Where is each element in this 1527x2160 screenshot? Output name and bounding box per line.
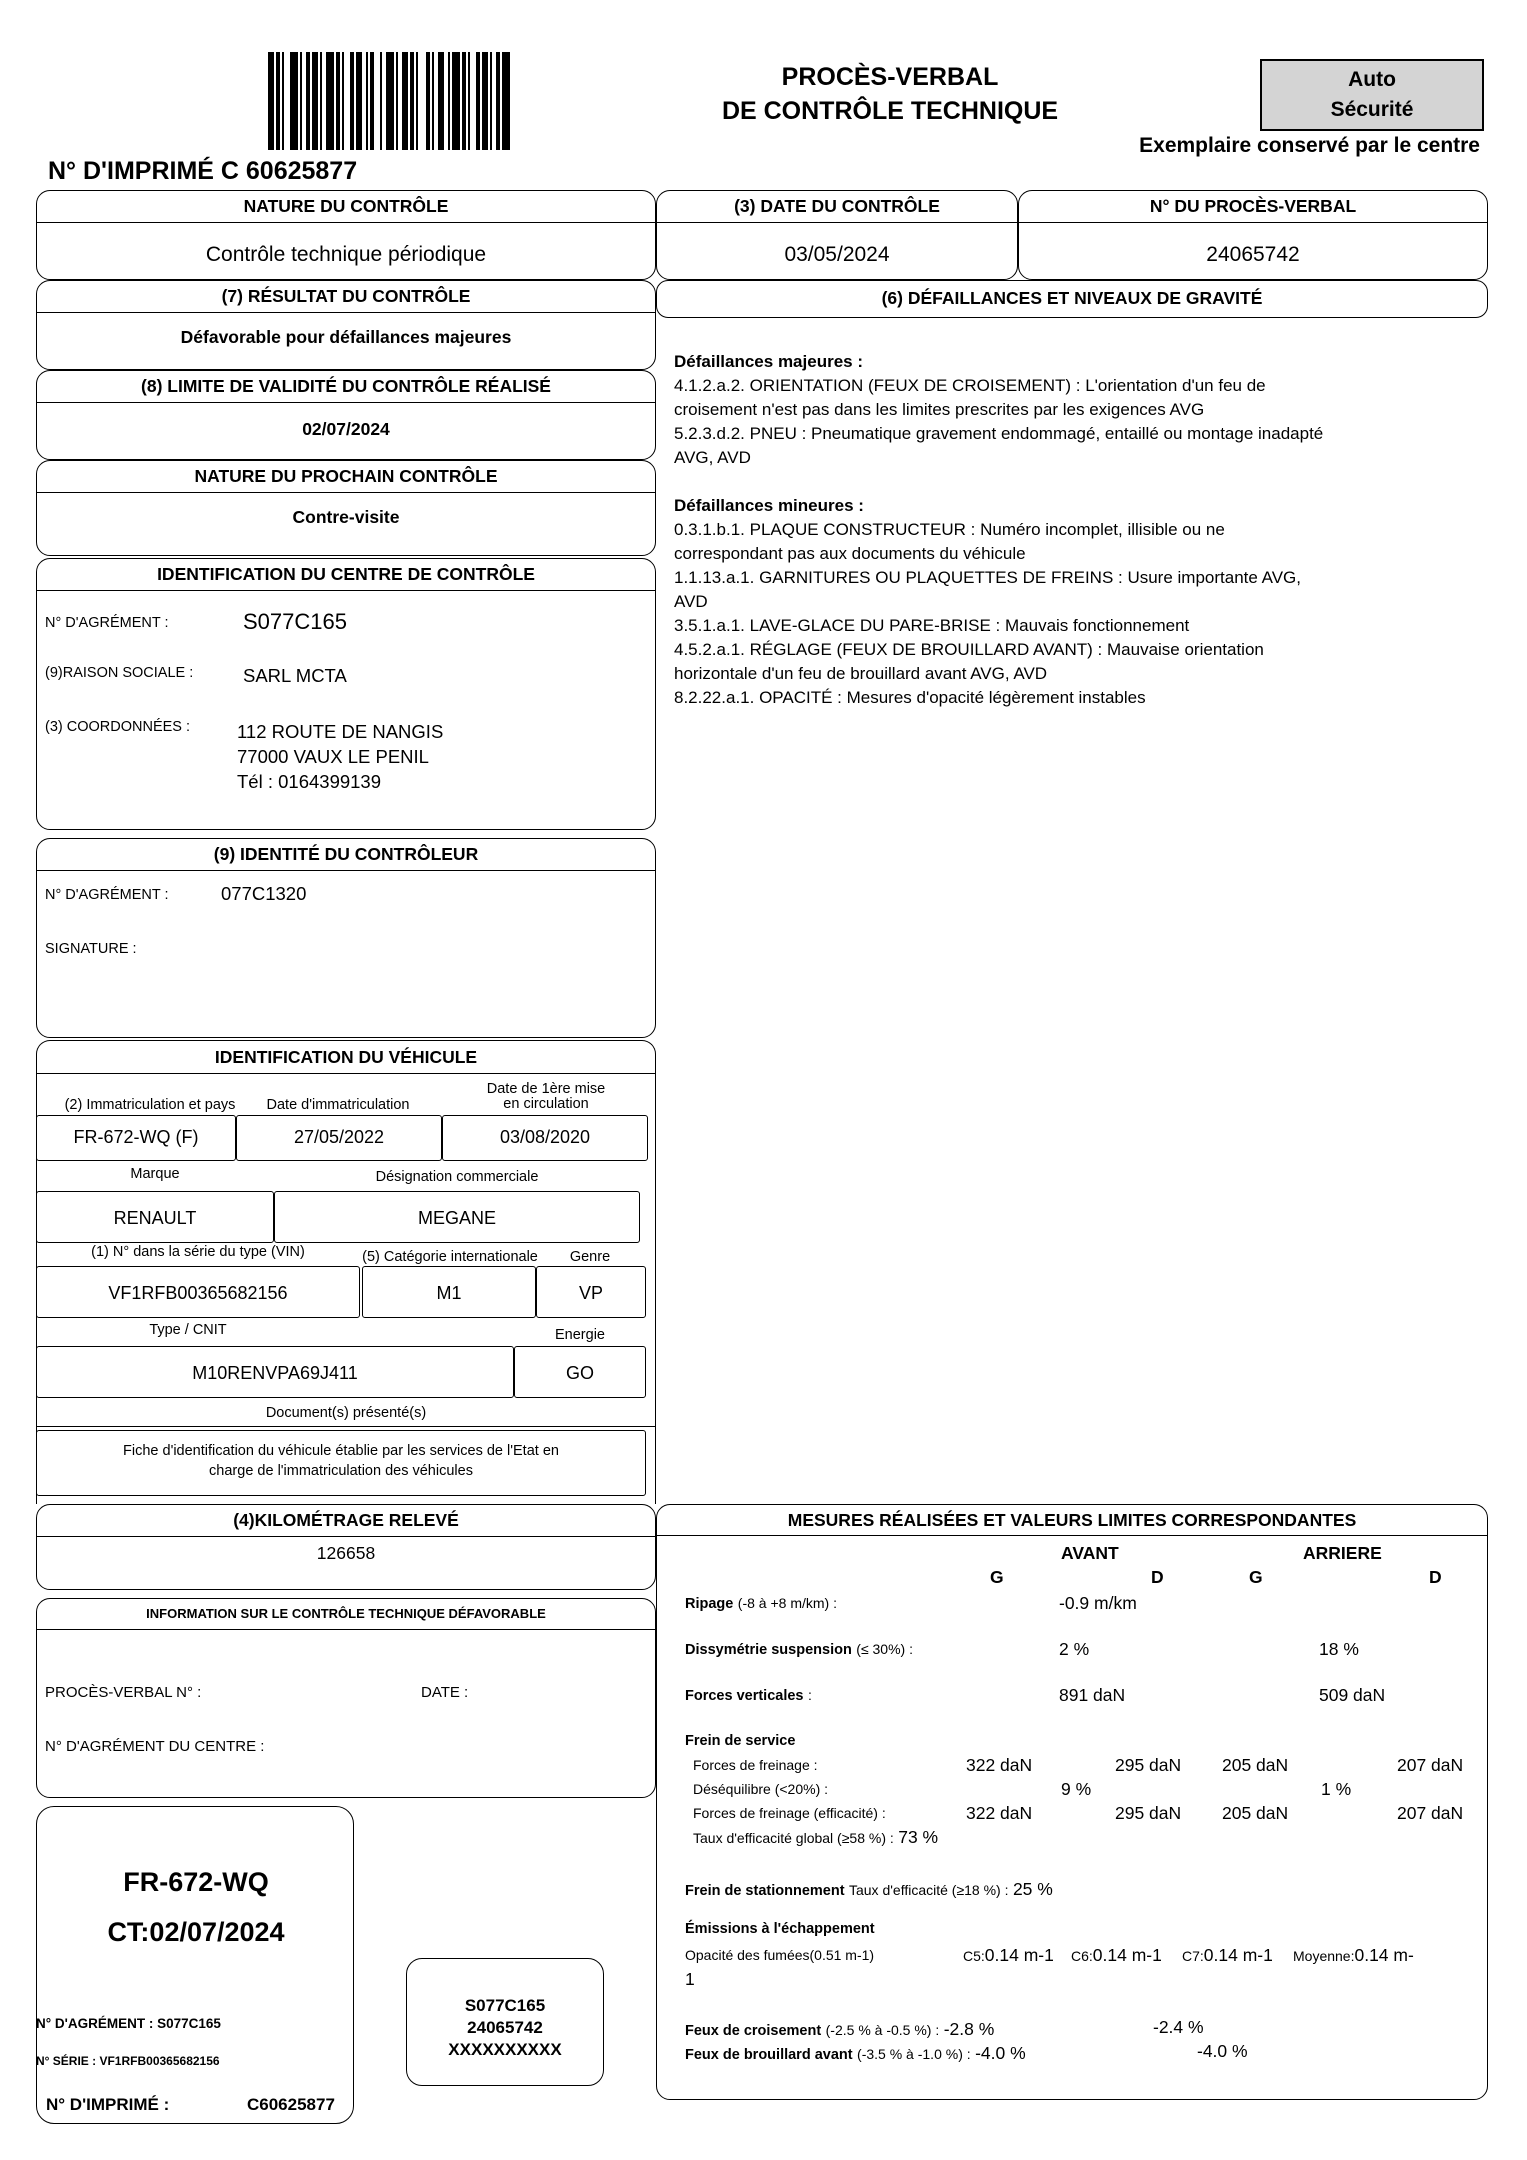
barcode-bar xyxy=(342,52,344,150)
freinage-avg: 322 daN xyxy=(966,1755,1033,1775)
energie-value: GO xyxy=(514,1346,646,1398)
info-date-label: DATE : xyxy=(421,1684,469,1701)
barcode-bar xyxy=(396,52,398,150)
barcode-bar xyxy=(320,52,322,150)
date-mec-label xyxy=(444,1082,648,1112)
energie-label: Energie xyxy=(555,1327,605,1343)
barcode-bar xyxy=(410,52,414,150)
barcode-bar xyxy=(496,52,500,150)
barcode-bar xyxy=(476,52,480,150)
nature-controle-label: NATURE DU CONTRÔLE xyxy=(37,191,655,223)
stamp-code: XXXXXXXXXX xyxy=(448,2040,562,2059)
date-immat-label: Date d'immatriculation xyxy=(266,1097,410,1113)
centre-coord-line-1: 112 ROUTE DE NANGIS xyxy=(237,721,444,742)
marque-value: RENAULT xyxy=(36,1191,274,1243)
categorie-value: M1 xyxy=(362,1266,536,1318)
c5-measure xyxy=(963,1945,1054,1966)
vin-label: (1) N° dans la série du type (VIN) xyxy=(91,1244,305,1260)
dissym-avant: 2 % xyxy=(1059,1639,1090,1659)
ripage-row xyxy=(685,1595,837,1613)
barcode-bar xyxy=(490,52,492,150)
prochain-controle-box xyxy=(36,460,656,556)
forces-verticales-avant: 891 daN xyxy=(1059,1685,1126,1705)
avant-g-header: G xyxy=(990,1567,1004,1587)
majeure-line: 5.2.3.d.2. PNEU : Pneumatique gravement endommagé, entaillé ou montage inadapté xyxy=(674,424,1324,443)
croisement-row xyxy=(685,2019,994,2040)
efficacite-ard: 207 daN xyxy=(1397,1803,1464,1823)
centre-raison-label: (9)RAISON SOCIALE : xyxy=(45,665,194,681)
barcode-bar xyxy=(312,52,318,150)
forces-verticales-row xyxy=(685,1687,812,1705)
avant-d-header: D xyxy=(1151,1567,1164,1587)
stationnement-value: 25 % xyxy=(1012,1879,1053,1899)
logo-line-1: Auto xyxy=(1348,68,1396,91)
desequilibre-avant: 9 % xyxy=(1061,1779,1092,1799)
opacite-label: Opacité des fumées(0.51 m-1) xyxy=(685,1947,875,1963)
majeures-title: Défaillances majeures : xyxy=(674,352,863,371)
sticker-imprime-label: N° D'IMPRIMÉ : xyxy=(46,2095,170,2114)
forces-verticales-colon: : xyxy=(807,1687,812,1703)
mineure-line: AVD xyxy=(674,592,708,611)
c6-value: 0.14 m-1 xyxy=(1092,1945,1162,1965)
auto-securite-logo xyxy=(1260,59,1484,131)
sticker-serie: N° SÉRIE : VF1RFB00365682156 xyxy=(36,2054,220,2068)
centre-coord-address xyxy=(237,719,443,794)
c7-value: 0.14 m-1 xyxy=(1203,1945,1273,1965)
mineure-line: 3.5.1.a.1. LAVE-GLACE DU PARE-BRISE : Mauvais fonctionnement xyxy=(674,616,1190,635)
date-controle-label: (3) DATE DU CONTRÔLE xyxy=(657,191,1017,223)
mineure-line: horizontale d'un feu de brouillard avant AVG, AVD xyxy=(674,664,1048,683)
date-controle-box xyxy=(656,190,1018,280)
majeure-line: AVG, AVD xyxy=(674,448,751,467)
barcode xyxy=(268,52,516,150)
brouillard-gauche: -4.0 % xyxy=(975,2043,1026,2063)
forces-verticales-arriere: 509 daN xyxy=(1319,1685,1386,1705)
barcode-bar xyxy=(366,52,368,150)
sticker-ct-date: CT:02/07/2024 xyxy=(107,1917,285,1947)
centre-agrement-label: N° D'AGRÉMENT : xyxy=(45,615,169,631)
barcode-bar xyxy=(282,52,284,150)
croisement-gauche: -2.8 % xyxy=(943,2019,995,2039)
dissym-row xyxy=(685,1641,913,1659)
stamp-pv: 24065742 xyxy=(467,2018,543,2037)
documents-value xyxy=(36,1430,646,1496)
limite-validite-value: 02/07/2024 xyxy=(302,419,390,439)
barcode-bar xyxy=(402,52,408,150)
immat-label: (2) Immatriculation et pays xyxy=(64,1097,236,1113)
taux-global-value: 73 % xyxy=(898,1827,939,1847)
documents-line-2: charge de l'immatriculation des véhicules xyxy=(209,1463,473,1479)
exemplaire-note: Exemplaire conservé par le centre xyxy=(1139,134,1480,157)
barcode-bar xyxy=(502,52,510,150)
barcode-bar xyxy=(290,52,298,150)
title-line-2: DE CONTRÔLE TECHNIQUE xyxy=(721,97,1059,125)
limite-validite-box xyxy=(36,370,656,460)
barcode-bar xyxy=(426,52,430,150)
categorie-label: (5) Catégorie internationale xyxy=(362,1249,538,1265)
dissym-label: Dissymétrie suspension xyxy=(685,1642,852,1658)
efficacite-arg: 205 daN xyxy=(1222,1803,1289,1823)
prochain-controle-value: Contre-visite xyxy=(292,507,400,527)
date-mec-label-line-2: en circulation xyxy=(503,1096,589,1112)
designation-value: MEGANE xyxy=(274,1191,640,1243)
marque-label: Marque xyxy=(130,1166,180,1182)
page-title xyxy=(680,60,1100,128)
date-mec-value: 03/08/2020 xyxy=(442,1115,648,1161)
mineure-line: 1.1.13.a.1. GARNITURES OU PLAQUETTES DE FREINS : Usure importante AVG, xyxy=(674,568,1301,587)
barcode-bar xyxy=(416,52,418,150)
info-agrement-label: N° D'AGRÉMENT DU CENTRE : xyxy=(45,1738,265,1755)
sticker-plate: FR-672-WQ xyxy=(123,1867,269,1897)
freinage-arg: 205 daN xyxy=(1222,1755,1289,1775)
vehicule-label: IDENTIFICATION DU VÉHICULE xyxy=(37,1041,655,1074)
barcode-bar xyxy=(306,52,310,150)
brouillard-droite: -4.0 % xyxy=(1197,2041,1248,2061)
stationnement-label: Frein de stationnement xyxy=(685,1883,845,1899)
efficacite-avd: 295 daN xyxy=(1115,1803,1182,1823)
resultat-label: (7) RÉSULTAT DU CONTRÔLE xyxy=(37,281,655,313)
signature-label: SIGNATURE : xyxy=(45,941,137,957)
type-label: Type / CNIT xyxy=(149,1322,227,1338)
croisement-droite: -2.4 % xyxy=(1153,2017,1204,2037)
freinage-label: Forces de freinage : xyxy=(693,1757,818,1773)
arriere-g-header: G xyxy=(1249,1567,1263,1587)
stationnement-row xyxy=(685,1879,1053,1900)
barcode-bar xyxy=(350,52,354,150)
pv-number-label: N° DU PROCÈS-VERBAL xyxy=(1019,191,1487,223)
barcode-bar xyxy=(300,52,302,150)
barcode-bar xyxy=(326,52,334,150)
mineures-title: Défaillances mineures : xyxy=(674,496,864,515)
defaillances-list xyxy=(674,350,1464,710)
imprime-number: N° D'IMPRIMÉ C 60625877 xyxy=(48,157,358,185)
c7-measure xyxy=(1182,1945,1273,1966)
kilometrage-value: 126658 xyxy=(316,1543,376,1563)
barcode-bar xyxy=(268,52,274,150)
centre-coord-label: (3) COORDONNÉES : xyxy=(45,719,191,735)
pv-number-value: 24065742 xyxy=(1206,243,1300,266)
barcode-bar xyxy=(448,52,450,150)
arriere-header: ARRIERE xyxy=(1303,1543,1382,1563)
c5-value: 0.14 m-1 xyxy=(984,1945,1054,1965)
centre-box xyxy=(36,558,656,830)
info-defavorable-label: INFORMATION SUR LE CONTRÔLE TECHNIQUE DÉFAVORABLE xyxy=(37,1599,655,1630)
croisement-label: Feux de croisement xyxy=(685,2023,822,2039)
barcode-bar xyxy=(370,52,374,150)
moyenne-label: Moyenne: xyxy=(1293,1948,1355,1964)
mineure-line: 0.3.1.b.1. PLAQUE CONSTRUCTEUR : Numéro incomplet, illisible ou ne xyxy=(674,520,1225,539)
mesures-box xyxy=(656,1504,1488,2100)
avant-header: AVANT xyxy=(1061,1543,1119,1563)
centre-agrement-value: S077C165 xyxy=(243,609,347,634)
barcode-bar xyxy=(482,52,488,150)
c7-label: C7: xyxy=(1182,1948,1204,1964)
barcode-bar xyxy=(380,52,382,150)
defaillances-label: (6) DÉFAILLANCES ET NIVEAUX DE GRAVITÉ xyxy=(881,288,1263,308)
barcode-bar xyxy=(462,52,466,150)
resultat-value: Défavorable pour défaillances majeures xyxy=(180,327,512,347)
controleur-label: (9) IDENTITÉ DU CONTRÔLEUR xyxy=(37,839,655,871)
barcode-bar xyxy=(452,52,460,150)
nature-controle-box xyxy=(36,190,656,280)
mineure-line: correspondant pas aux documents du véhicule xyxy=(674,544,1026,563)
designation-label: Désignation commerciale xyxy=(375,1169,539,1185)
frein-service-label: Frein de service xyxy=(685,1733,796,1749)
arriere-d-header: D xyxy=(1429,1567,1442,1587)
barcode-bar xyxy=(336,52,340,150)
barcode-bar xyxy=(468,52,470,150)
centre-coord-line-2: 77000 VAUX LE PENIL xyxy=(237,746,429,767)
type-value: M10RENVPA69J411 xyxy=(36,1346,514,1398)
moyenne-measure xyxy=(1293,1945,1414,1966)
majeure-line: 4.1.2.a.2. ORIENTATION (FEUX DE CROISEMENT) : L'orientation d'un feu de xyxy=(674,376,1266,395)
controleur-agrement-value: 077C1320 xyxy=(221,883,307,904)
date-controle-value: 03/05/2024 xyxy=(784,243,890,266)
pv-number-box xyxy=(1018,190,1488,280)
c6-measure xyxy=(1071,1945,1162,1966)
vin-value: VF1RFB00365682156 xyxy=(36,1266,360,1318)
documents-divider xyxy=(36,1426,656,1427)
centre-coord-line-3: Tél : 0164399139 xyxy=(237,771,382,792)
desequilibre-arriere: 1 % xyxy=(1321,1779,1352,1799)
sticker-imprime-value: C60625877 xyxy=(247,2095,335,2114)
brouillard-limit: (-3.5 % à -1.0 %) : xyxy=(857,2046,971,2062)
date-immat-value: 27/05/2022 xyxy=(236,1115,442,1161)
info-pv-label: PROCÈS-VERBAL N° : xyxy=(45,1684,202,1701)
barcode-bar xyxy=(356,52,362,150)
resultat-box xyxy=(36,280,656,370)
desequilibre-label: Déséquilibre (<20%) : xyxy=(693,1781,829,1797)
dissym-arriere: 18 % xyxy=(1319,1639,1359,1659)
controleur-agrement-label: N° D'AGRÉMENT : xyxy=(45,887,169,903)
majeure-line: croisement n'est pas dans les limites prescrites par les exigences AVG xyxy=(674,400,1205,419)
barcode-bar xyxy=(386,52,394,150)
genre-label: Genre xyxy=(569,1249,611,1265)
nature-controle-value: Contrôle technique périodique xyxy=(205,243,487,266)
forces-verticales-label: Forces verticales xyxy=(685,1688,804,1704)
centre-label: IDENTIFICATION DU CENTRE DE CONTRÔLE xyxy=(37,559,655,591)
taux-global-row xyxy=(693,1827,938,1848)
date-mec-label-line-1: Date de 1ère mise xyxy=(486,1081,606,1097)
mineure-line: 4.5.2.a.1. RÉGLAGE (FEUX DE BROUILLARD AVANT) : Mauvaise orientation xyxy=(674,640,1264,659)
mineure-line: 8.2.22.a.1. OPACITÉ : Mesures d'opacité légèrement instables xyxy=(674,688,1146,707)
centre-stamp xyxy=(406,1958,604,2086)
dissym-limit: (≤ 30%) : xyxy=(856,1641,913,1657)
moyenne-value: 0.14 m- xyxy=(1354,1945,1414,1965)
stationnement-taux-label: Taux d'efficacité (≥18 %) : xyxy=(848,1882,1009,1898)
efficacite-label: Forces de freinage (efficacité) : xyxy=(693,1805,886,1821)
documents-line-1: Fiche d'identification du véhicule établie par les services de l'Etat en xyxy=(123,1443,559,1459)
c6-label: C6: xyxy=(1071,1948,1093,1964)
brouillard-label: Feux de brouillard avant xyxy=(685,2047,853,2063)
brouillard-row xyxy=(685,2043,1026,2064)
ripage-value: -0.9 m/km xyxy=(1059,1593,1137,1613)
efficacite-avg: 322 daN xyxy=(966,1803,1033,1823)
c5-label: C5: xyxy=(963,1948,985,1964)
taux-global-label: Taux d'efficacité global (≥58 %) : xyxy=(693,1830,894,1846)
ripage-label: Ripage xyxy=(685,1596,734,1612)
mesures-label: MESURES RÉALISÉES ET VALEURS LIMITES CORRESPONDANTES xyxy=(657,1505,1487,1536)
title-line-1: PROCÈS-VERBAL xyxy=(781,63,999,91)
defaillances-header-box xyxy=(656,280,1488,318)
ct-sticker xyxy=(36,1806,354,2124)
barcode-bar xyxy=(438,52,444,150)
kilometrage-box xyxy=(36,1504,656,1590)
centre-raison-value: SARL MCTA xyxy=(243,665,347,686)
genre-value: VP xyxy=(536,1266,646,1318)
moyenne-value-wrap: 1 xyxy=(685,1969,695,1989)
freinage-ard: 207 daN xyxy=(1397,1755,1464,1775)
immat-value: FR-672-WQ (F) xyxy=(36,1115,236,1161)
kilometrage-label: (4)KILOMÉTRAGE RELEVÉ xyxy=(37,1505,655,1537)
stamp-agrement: S077C165 xyxy=(464,1996,546,2015)
limite-validite-label: (8) LIMITE DE VALIDITÉ DU CONTRÔLE RÉALISÉ xyxy=(37,371,655,403)
documents-label: Document(s) présenté(s) xyxy=(265,1405,427,1421)
info-defavorable-box xyxy=(36,1598,656,1798)
controleur-box xyxy=(36,838,656,1038)
emissions-label: Émissions à l'échappement xyxy=(685,1921,875,1937)
logo-line-2: Sécurité xyxy=(1330,98,1414,121)
freinage-avd: 295 daN xyxy=(1115,1755,1182,1775)
sticker-agrement: N° D'AGRÉMENT : S077C165 xyxy=(36,2016,221,2031)
barcode-bar xyxy=(276,52,280,150)
croisement-limit: (-2.5 % à -0.5 %) : xyxy=(825,2022,940,2038)
barcode-bar xyxy=(432,52,434,150)
ripage-limit: (-8 à +8 m/km) : xyxy=(737,1595,837,1611)
prochain-controle-label: NATURE DU PROCHAIN CONTRÔLE xyxy=(37,461,655,493)
